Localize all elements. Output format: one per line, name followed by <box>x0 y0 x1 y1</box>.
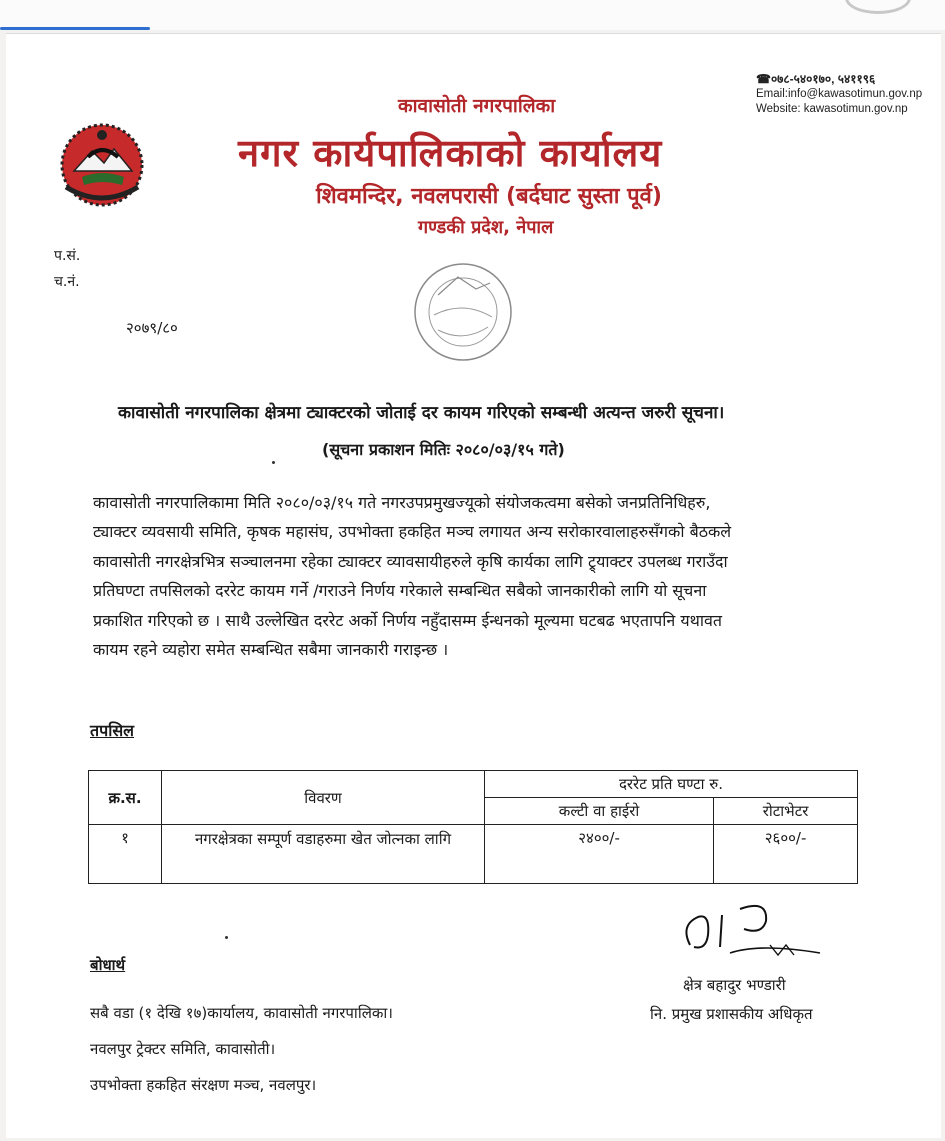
body-line: ट्याक्टर व्यवसायी समिति, कृषक महासंघ, उपभोक्ता हकहित मञ्च लगायत अन्य सरोकारवालाहरुसँगको बैठकले <box>93 522 732 542</box>
province-line: गण्डकी प्रदेश, नेपाल <box>418 217 554 238</box>
office-stamp-icon <box>398 255 528 370</box>
contact-block <box>756 72 922 117</box>
website-text: Website: kawasotimun.gov.np <box>756 103 908 115</box>
speck <box>272 461 275 464</box>
office-title: नगर कार्यपालिकाको कार्यालय <box>238 131 663 175</box>
col-header-sn: क्र.स. <box>89 771 162 825</box>
body-line: प्रतिघण्टा तपसिलको दररेट कायम गर्ने /गराउने निर्णय गरेकाले सम्बन्धित सबैको जानकारीको लागि यो सूचना <box>93 581 707 601</box>
municipality-name: कावासोती नगरपालिका <box>398 95 556 117</box>
phone-number: ☎०७८-५४०१७०, ५४११९६ <box>756 72 876 86</box>
table-row <box>89 825 858 884</box>
body-line: कावासोती नगरक्षेत्रभित्र सञ्चालनमा रहेका ट्याक्टर व्यावसायीहरुले कृषि कार्यका लागि ट्र्याक्टर उपलब्ध गराउँदा <box>93 551 728 571</box>
active-tab-indicator[interactable] <box>0 27 150 30</box>
office-address: शिवमन्दिर, नवलपरासी (बर्दघाट सुस्ता पूर्व) <box>316 184 662 209</box>
publish-date: (सूचना प्रकाशन मितिः २०८०/०३/१५ गते) <box>322 440 565 459</box>
viewer-control-icon[interactable] <box>845 0 911 14</box>
rate-table <box>88 770 858 884</box>
col-header-desc: विवरण <box>162 771 485 825</box>
chalani-number-label: च.नं. <box>54 274 80 290</box>
cell-cultivator: २४००/- <box>485 825 714 884</box>
cc-line: सबै वडा (१ देखि १७)कार्यालय, कावासोती नगरपालिका। <box>90 1004 393 1022</box>
cc-line: नवलपुर ट्रेक्टर समिति, कावासोती। <box>90 1040 276 1058</box>
signatory-title: नि. प्रमुख प्रशासकीय अधिकृत <box>650 1005 813 1023</box>
cc-line: उपभोक्ता हकहित संरक्षण मञ्च, नवलपुर। <box>90 1076 317 1094</box>
cell-rotavator: २६००/- <box>714 825 858 884</box>
body-line: प्रकाशित गरिएको छ । साथै उल्लेखित दररेट अर्को निर्णय नहुँदासम्म ईन्धनको मूल्यमा घटबढ भएतापनि यथावत <box>93 610 722 630</box>
body-line: कावासोती नगरपालिकामा मिति २०८०/०३/१५ गते नगरउपप्रमुखज्यूको संयोजकत्वमा बसेको जनप्रतिनिधिहरु, <box>93 493 711 512</box>
col-header-rotavator: रोटाभेटर <box>714 798 858 825</box>
cell-sn: १ <box>89 825 162 884</box>
speck <box>225 936 228 939</box>
patra-sankhya-label: प.सं. <box>54 248 81 264</box>
tapsil-heading: तपसिल <box>90 721 135 740</box>
email-text: Email:info@kawasotimun.gov.np <box>756 88 923 100</box>
signature-scribble-icon <box>670 895 840 965</box>
nepal-emblem-icon <box>52 113 152 213</box>
notice-body <box>93 488 859 664</box>
notice-subject: कावासोती नगरपालिका क्षेत्रमा ट्याक्टरको जोताई दर कायम गरिएको सम्बन्धी अत्यन्त जरुरी सूचना। <box>118 403 725 423</box>
col-header-cultivator: कल्टी वा हाईरो <box>485 798 714 825</box>
bodhartha-label: बोधार्थ <box>90 956 126 974</box>
body-line: कायम रहने व्यहोरा समेत सम्बन्धित सबैमा जानकारी गराइन्छ । <box>93 640 449 660</box>
col-header-rate-group: दररेट प्रति घण्टा रु. <box>485 771 858 798</box>
signatory-name: क्षेत्र बहादुर भण्डारी <box>683 976 786 994</box>
fiscal-year: २०७९/८० <box>126 319 178 337</box>
viewer-top-bar <box>0 0 945 30</box>
cell-desc: नगरक्षेत्रका सम्पूर्ण वडाहरुमा खेत जोत्नका लागि <box>162 825 485 884</box>
